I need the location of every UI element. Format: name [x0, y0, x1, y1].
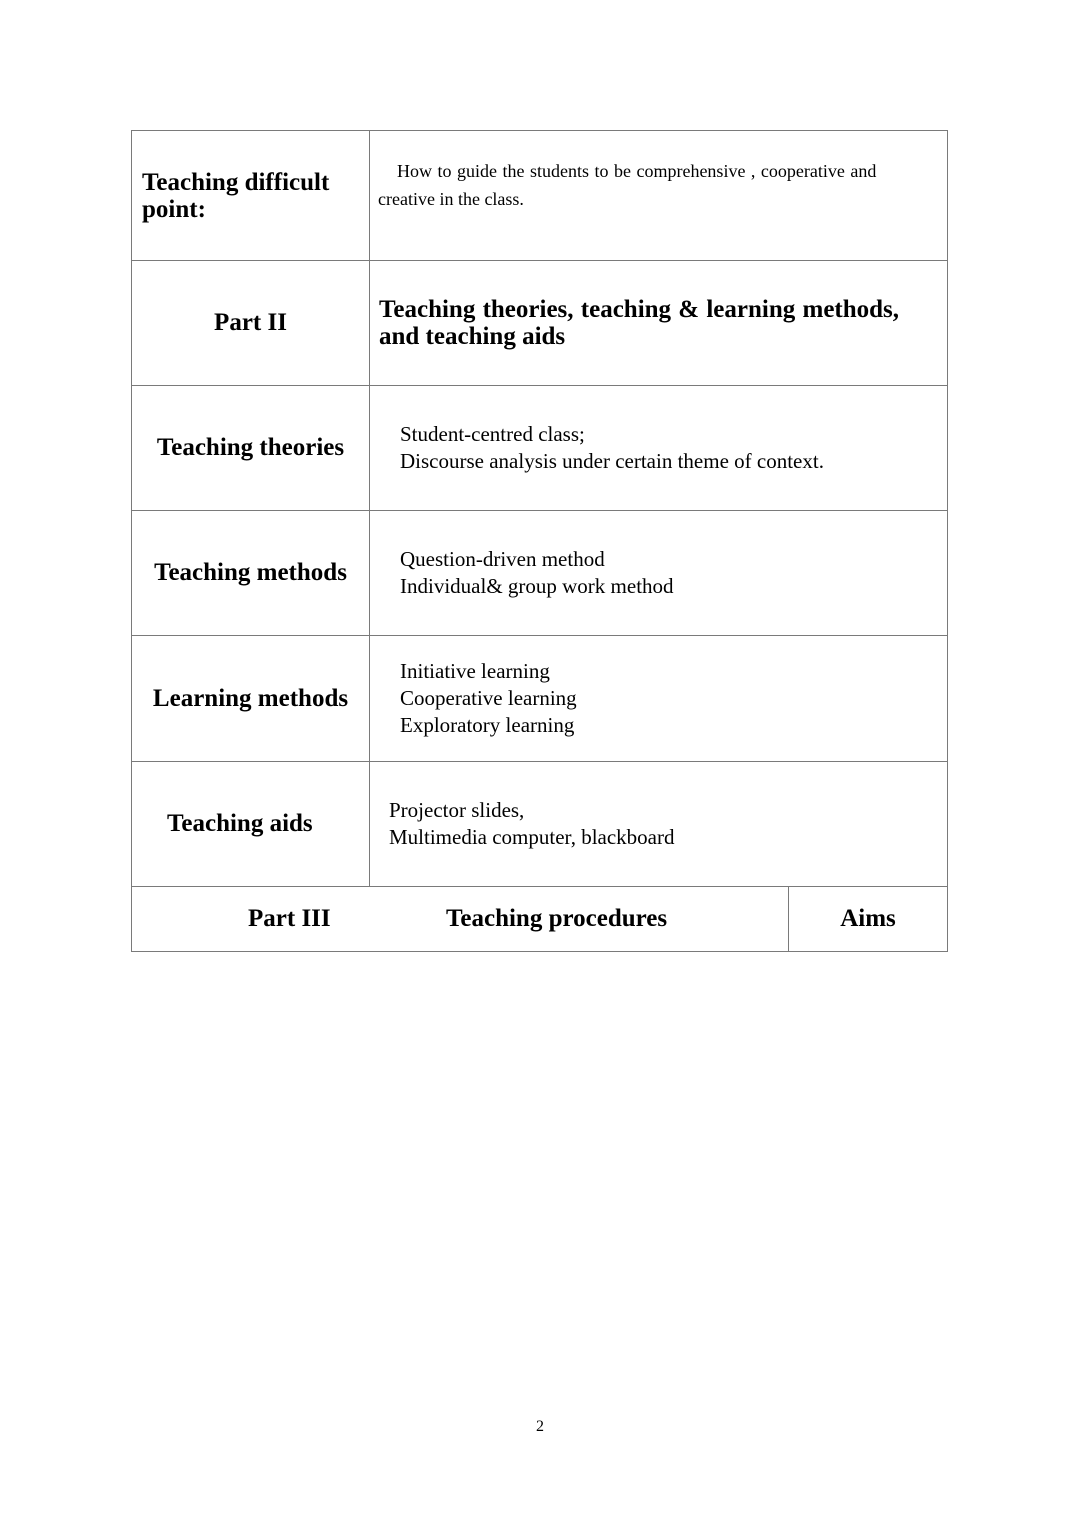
difficult-point-label: [132, 131, 369, 260]
page-number: 2: [536, 1418, 544, 1435]
learning-methods-item: Cooperative learning: [400, 685, 577, 710]
difficult-point-content-line1: How to guide the students to be comprehensive , cooperative and: [397, 161, 877, 181]
learning-methods-content: [370, 635, 948, 761]
teaching-theories-label: Teaching theories: [156, 434, 345, 461]
part2-heading-line1: Teaching theories, teaching & learning methods,: [379, 295, 900, 323]
part2-label: Part II: [214, 309, 287, 336]
teaching-methods-item: Question-driven method: [400, 546, 605, 571]
lesson-plan-table: [131, 130, 948, 952]
teaching-methods-content: [370, 510, 948, 635]
difficult-point-label-line2: point:: [142, 195, 206, 223]
teaching-methods-item: Individual& group work method: [400, 573, 674, 598]
difficult-point-content: [370, 157, 940, 217]
difficult-point-content-line2: creative in the class.: [378, 189, 524, 209]
learning-methods-label: Learning methods: [152, 684, 349, 712]
teaching-aids-content: [370, 761, 948, 886]
teaching-methods-label: Teaching methods: [154, 559, 347, 586]
teaching-theories-item: Discourse analysis under certain theme of context.: [400, 448, 824, 473]
learning-methods-item: Exploratory learning: [400, 712, 575, 737]
part2-heading: [370, 260, 948, 385]
teaching-theories-content: [370, 385, 948, 510]
teaching-aids-item: Projector slides,: [389, 797, 525, 822]
difficult-point-label-line1: Teaching difficult: [142, 168, 330, 196]
teaching-procedures-heading: Teaching procedures: [446, 905, 668, 932]
teaching-theories-item: Student-centred class;: [400, 421, 585, 446]
teaching-aids-item: Multimedia computer, blackboard: [389, 824, 675, 849]
learning-methods-item: Initiative learning: [400, 658, 550, 683]
teaching-aids-label: Teaching aids: [167, 810, 313, 837]
aims-heading: Aims: [840, 905, 896, 932]
part3-label: Part III: [248, 905, 331, 932]
part2-heading-line2: and teaching aids: [379, 322, 566, 350]
